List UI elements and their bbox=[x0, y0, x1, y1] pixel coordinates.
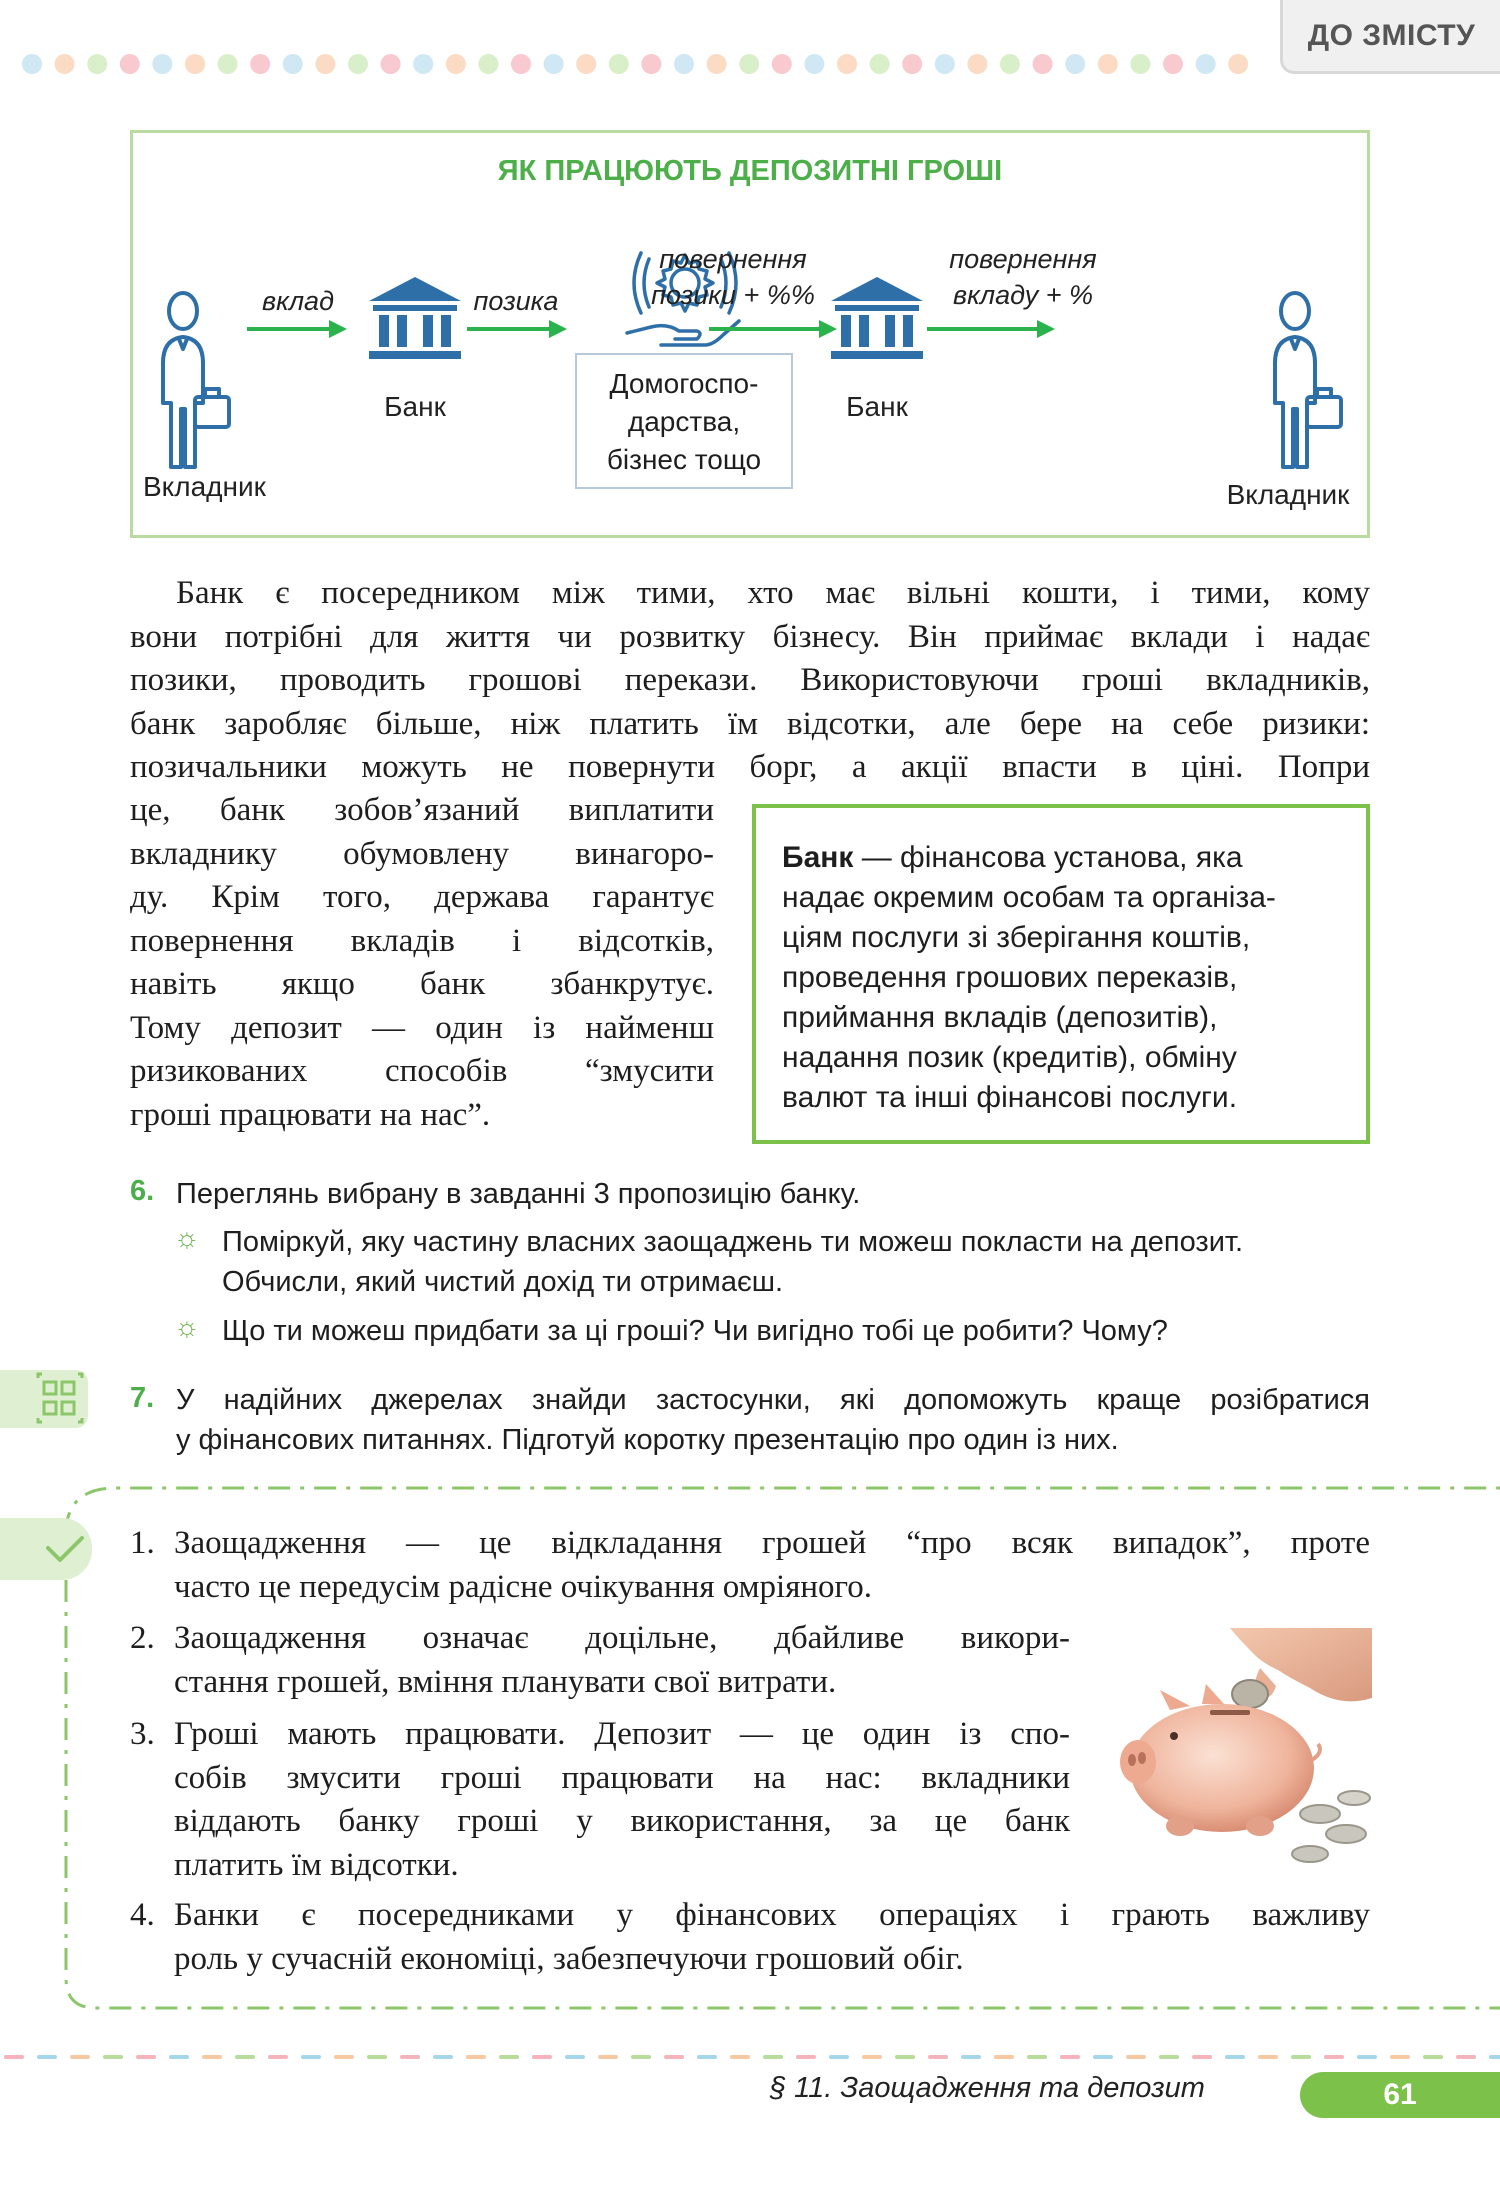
task-6-subitem-2 bbox=[222, 1311, 1168, 1351]
summary-line: роль у сучасній економіці, забезпечуючи грошовий обіг. bbox=[174, 1940, 964, 1977]
para-line: вони потрібні для життя чи розвитку бізнесу. Він приймає вклади і надає bbox=[130, 618, 1370, 655]
sun-bullet-icon: ☼ bbox=[174, 1311, 200, 1342]
summary-line: Заощадження — це відкладання грошей “про всяк випадок”, проте bbox=[174, 1525, 1370, 1561]
arrow-return-loan-label bbox=[603, 241, 863, 313]
summary-line: собів змусити гроші працювати на нас: вкладники bbox=[174, 1759, 1070, 1796]
definition-line: ціям послуги зі зберігання коштів, bbox=[782, 921, 1251, 954]
definition-line: валют та інші фінансові послуги. bbox=[782, 1081, 1238, 1114]
arrow-loan-label: позика bbox=[473, 286, 559, 316]
summary-line: віддають банку гроші у використання, за це банк bbox=[174, 1803, 1070, 1839]
bank-right-label: Банк bbox=[846, 391, 908, 422]
qr-code-tab[interactable] bbox=[0, 1370, 88, 1428]
task-7-text bbox=[176, 1380, 1370, 1460]
decorative-dashes-bottom bbox=[0, 2052, 1500, 2062]
decorative-dots-top bbox=[20, 52, 1280, 76]
arrow-loan-icon bbox=[465, 317, 569, 341]
para-line: Тому депозит — один із найменш bbox=[130, 1009, 714, 1046]
summary-item-1 bbox=[174, 1522, 1370, 1609]
para-line: позичальники можуть не повернути борг, а акції впасти в ціні. Попри bbox=[130, 749, 1370, 785]
households-line-1: Домогоспо- bbox=[609, 368, 759, 399]
depositor-left-icon bbox=[151, 285, 241, 475]
subitem-line: Що ти можеш придбати за ці гроші? Чи вигідно тобі це робити? Чому? bbox=[222, 1315, 1168, 1347]
summary-line: платить їм відсотки. bbox=[174, 1846, 459, 1883]
households-box bbox=[575, 353, 793, 489]
definition-line: — фінансова установа, яка bbox=[853, 841, 1243, 874]
summary-line: Заощадження означає доцільне, дбайливе викори- bbox=[174, 1620, 1070, 1656]
summary-line: Гроші мають працювати. Депозит — це один із спо- bbox=[174, 1716, 1070, 1752]
definition-term: Банк bbox=[782, 841, 854, 874]
summary-line: стання грошей, вміння планувати свої витрати. bbox=[174, 1663, 837, 1700]
summary-line: Банки є посередниками у фінансових операціях і грають важливу bbox=[174, 1897, 1370, 1933]
section-title: § 11. Заощадження та депозит bbox=[770, 2072, 1205, 2104]
subitem-line: Обчисли, який чистий дохід ти отримаєш. bbox=[222, 1266, 784, 1298]
task-6-text: Переглянь вибрану в завданні 3 пропозицію банку. bbox=[176, 1178, 861, 1210]
definition-line: надає окремим особам та організа- bbox=[782, 881, 1276, 914]
return-deposit-line-2: вкладу + % bbox=[953, 280, 1093, 310]
return-loan-line-1: повернення bbox=[659, 244, 807, 274]
sun-bullet-icon: ☼ bbox=[174, 1222, 200, 1253]
summary-line: часто це передусім радісне очікування омріяного. bbox=[174, 1568, 872, 1605]
definition-line: проведення грошових переказів, bbox=[782, 961, 1238, 994]
deposit-money-diagram bbox=[130, 130, 1370, 538]
para-line: ду. Крім того, держава гарантує bbox=[130, 879, 714, 915]
households-line-3: бізнес тощо bbox=[606, 444, 762, 475]
return-deposit-line-1: повернення bbox=[949, 244, 1097, 274]
para-line: повернення вкладів і відсотків, bbox=[130, 922, 714, 959]
diagram-title: ЯК ПРАЦЮЮТЬ ДЕПОЗИТНІ ГРОШІ bbox=[497, 155, 1003, 187]
summary-item-4 bbox=[174, 1894, 1370, 1981]
page-number: 61 bbox=[1300, 2072, 1500, 2118]
definition-line: приймання вкладів (депозитів), bbox=[782, 1001, 1218, 1034]
subitem-line: Поміркуй, яку частину власних заощаджень ти можеш покласти на депозит. bbox=[222, 1226, 1244, 1258]
arrow-return-deposit-icon bbox=[925, 317, 1059, 341]
task-7-line: у фінансових питаннях. Підготуй коротку презентацію про один із них. bbox=[176, 1424, 1119, 1456]
checkmark-icon bbox=[0, 1518, 92, 1580]
summary-4-number: 4. bbox=[130, 1897, 155, 1933]
summary-1-number: 1. bbox=[130, 1525, 155, 1561]
summary-item-2 bbox=[174, 1617, 1070, 1704]
summary-2-number: 2. bbox=[130, 1620, 155, 1656]
piggy-bank-photo bbox=[1110, 1628, 1372, 1868]
para-line: вкладнику обумовлену винагоро- bbox=[130, 835, 714, 872]
arrow-deposit-icon bbox=[245, 317, 349, 341]
bank-left-icon bbox=[365, 273, 465, 363]
toc-button[interactable]: ДО ЗМІСТУ bbox=[1280, 0, 1500, 74]
para-line: позики, проводить грошові перекази. Використовуючи гроші вкладників, bbox=[130, 662, 1370, 698]
task-7-number: 7. bbox=[130, 1382, 155, 1414]
summary-3-number: 3. bbox=[130, 1716, 155, 1752]
definition-line: надання позик (кредитів), обміну bbox=[782, 1041, 1237, 1074]
para-line: гроші працювати на нас”. bbox=[130, 1096, 491, 1133]
arrow-return-deposit-label bbox=[923, 241, 1123, 313]
summary-check-tab bbox=[0, 1518, 92, 1580]
households-line-2: дарства, bbox=[627, 406, 741, 437]
depositor-right-label: Вкладник bbox=[1226, 479, 1350, 510]
task-6-number: 6. bbox=[130, 1175, 155, 1207]
main-paragraph-narrow bbox=[130, 789, 714, 1137]
task-6-subitem-1 bbox=[222, 1222, 1243, 1302]
para-line: це, банк зобов’язаний виплатити bbox=[130, 792, 714, 828]
para-line: банк заробляє більше, ніж платить їм відсотки, але бере на себе ризики: bbox=[130, 705, 1370, 742]
bank-left-label: Банк bbox=[384, 391, 446, 422]
depositor-right-icon bbox=[1263, 285, 1353, 475]
qr-code-icon bbox=[0, 1370, 88, 1428]
return-loan-line-2: позики + %% bbox=[651, 280, 815, 310]
para-line: ризикованих способів “змусити bbox=[130, 1053, 714, 1089]
arrow-return-loan-line bbox=[707, 317, 841, 341]
task-7-line: У надійних джерелах знайди застосунки, які допоможуть краще розібратися bbox=[176, 1384, 1370, 1416]
summary-item-3 bbox=[174, 1713, 1070, 1887]
bank-definition-box bbox=[752, 804, 1370, 1144]
depositor-left-label: Вкладник bbox=[143, 471, 266, 502]
arrow-deposit-label: вклад bbox=[261, 286, 334, 316]
bank-right-icon bbox=[827, 273, 927, 363]
para-line: Банк є посередником між тими, хто має вільні кошти, і тими, кому bbox=[176, 575, 1370, 611]
para-line: навіть якщо банк збанкрутує. bbox=[130, 966, 714, 1002]
main-paragraph-full bbox=[130, 572, 1370, 790]
